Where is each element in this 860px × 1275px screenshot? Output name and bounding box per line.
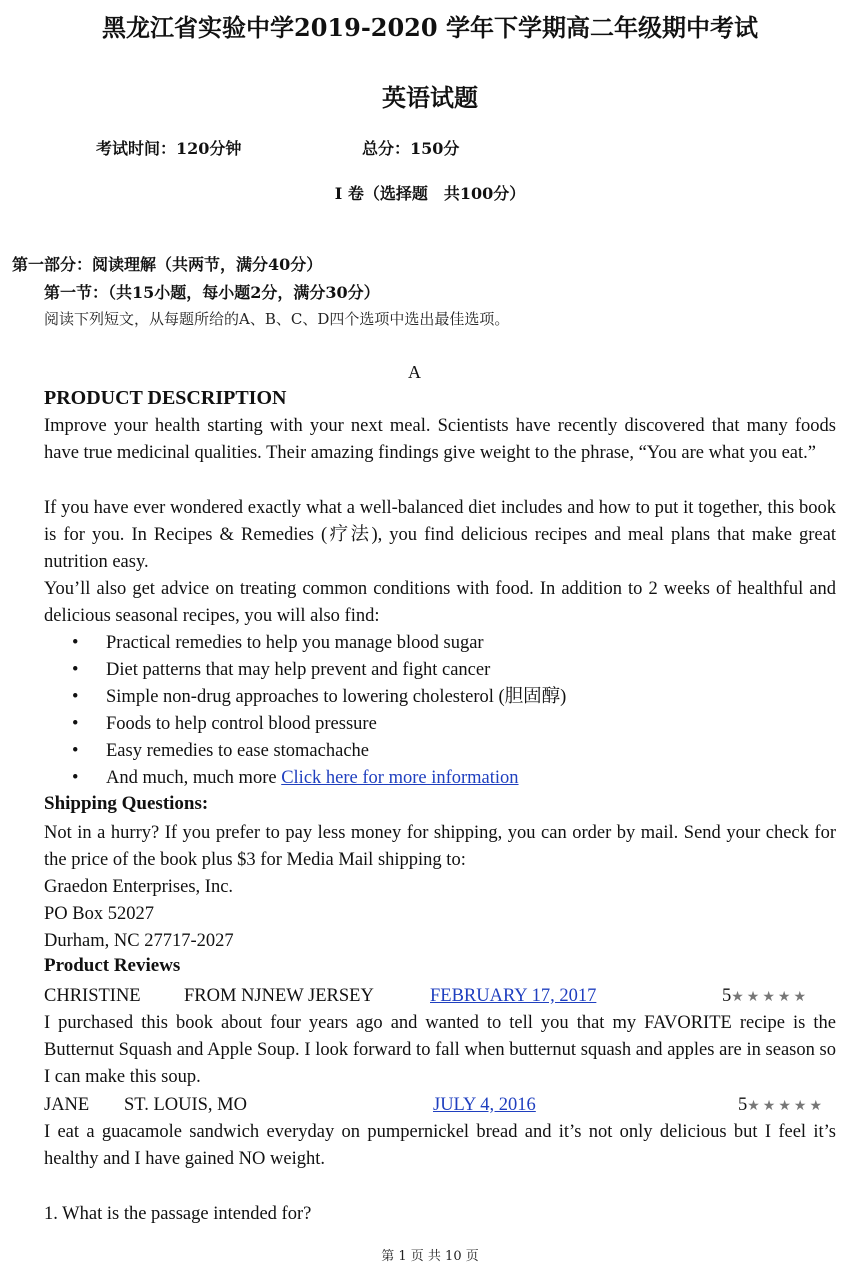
paragraph-2: If you have ever wondered exactly what a well-balanced diet includes and how to put it together, this book is for you. In Recipes & Remedies (疗法), you find delicious recipes and meal plans that make great nutrition easy. — [44, 498, 836, 572]
section-heading: 第一节：（共15小题，每小题2分，满分30分） — [44, 283, 380, 302]
review-rating: 5★★★★★ — [722, 986, 810, 1006]
list-item: • Simple non-drug approaches to lowering cholesterol (胆固醇) — [72, 684, 566, 711]
list-item: • Practical remedies to help you manage blood sugar — [72, 630, 566, 657]
list-item: • Easy remedies to ease stomachache — [72, 738, 566, 765]
exam-time: 考试时间：120分钟 — [96, 139, 242, 158]
page-footer: 第 1 页 共 10 页 — [381, 1249, 479, 1264]
shipping-heading: Shipping Questions: — [44, 793, 209, 814]
paragraph-3: You’ll also get advice on treating common conditions with food. In addition to 2 weeks of healthful and delicious seasonal recipes, you will also find: — [44, 579, 836, 626]
bullet-icon: • — [72, 687, 79, 707]
review-location: ST. LOUIS, MO — [124, 1095, 247, 1115]
question-1: 1. What is the passage intended for? — [44, 1204, 312, 1224]
review-text: I purchased this book about four years ago and wanted to tell you that my FAVORITE recipe is the Butternut Squash and Apple Soup. I look forward to fall when butternut squash and apples are in season so I can make this soup. — [44, 1013, 836, 1087]
list-item: • Diet patterns that may help prevent and fight cancer — [72, 657, 566, 684]
bullet-icon: • — [72, 714, 79, 734]
list-item: • Foods to help control blood pressure — [72, 711, 566, 738]
review-date-link[interactable]: FEBRUARY 17, 2017 — [430, 986, 597, 1006]
product-description-heading: PRODUCT DESCRIPTION — [44, 387, 287, 409]
feature-list — [72, 630, 566, 792]
review-location: FROM NJNEW JERSEY — [184, 986, 374, 1006]
list-item: • And much, much more Click here for more information — [72, 765, 566, 792]
subject-title: 英语试题 — [382, 83, 478, 112]
bullet-icon: • — [72, 741, 79, 761]
reviews-heading: Product Reviews — [44, 955, 181, 976]
shipping-paragraph: Not in a hurry? If you prefer to pay less money for shipping, you can order by mail. Send your check for the price of the book plus $3 for Media Mail shipping to: — [44, 823, 836, 870]
address-line: PO Box 52027 — [44, 904, 154, 924]
review-author: JANE — [44, 1095, 90, 1115]
exam-title: 黑龙江省实验中学2019-2020 学年下学期高二年级期中考试 — [102, 13, 758, 42]
bullet-icon: • — [72, 768, 79, 788]
bullet-icon: • — [72, 660, 79, 680]
review-author: CHRISTINE — [44, 986, 141, 1006]
review-text: I eat a guacamole sandwich everyday on pumpernickel bread and it’s not only delicious but I feel it’s healthy and I have gained NO weight. — [44, 1122, 836, 1169]
more-info-link[interactable]: Click here for more information — [281, 768, 519, 788]
bullet-icon: • — [72, 633, 79, 653]
volume-heading: I 卷（选择题 共100分） — [334, 184, 526, 203]
address-line: Graedon Enterprises, Inc. — [44, 877, 234, 897]
review-date-link[interactable]: JULY 4, 2016 — [433, 1095, 536, 1115]
review-rating: 5★★★★★ — [738, 1095, 826, 1115]
address-line: Durham, NC 27717-2027 — [44, 931, 234, 951]
instructions: 阅读下列短文，从每题所给的A、B、C、D四个选项中选出最佳选项。 — [44, 310, 510, 328]
total-score: 总分：150分 — [362, 139, 460, 158]
part-heading: 第一部分：阅读理解（共两节，满分40分） — [12, 255, 323, 274]
star-rating-icon: ★★★★★ — [747, 1099, 826, 1114]
star-rating-icon: ★★★★★ — [731, 990, 810, 1005]
passage-letter: A — [408, 362, 421, 382]
paragraph-1: Improve your health starting with your next meal. Scientists have recently discovered that many foods have true medicinal qualities. Their amazing findings give weight to the phrase, “You are what you eat.” — [44, 416, 836, 463]
